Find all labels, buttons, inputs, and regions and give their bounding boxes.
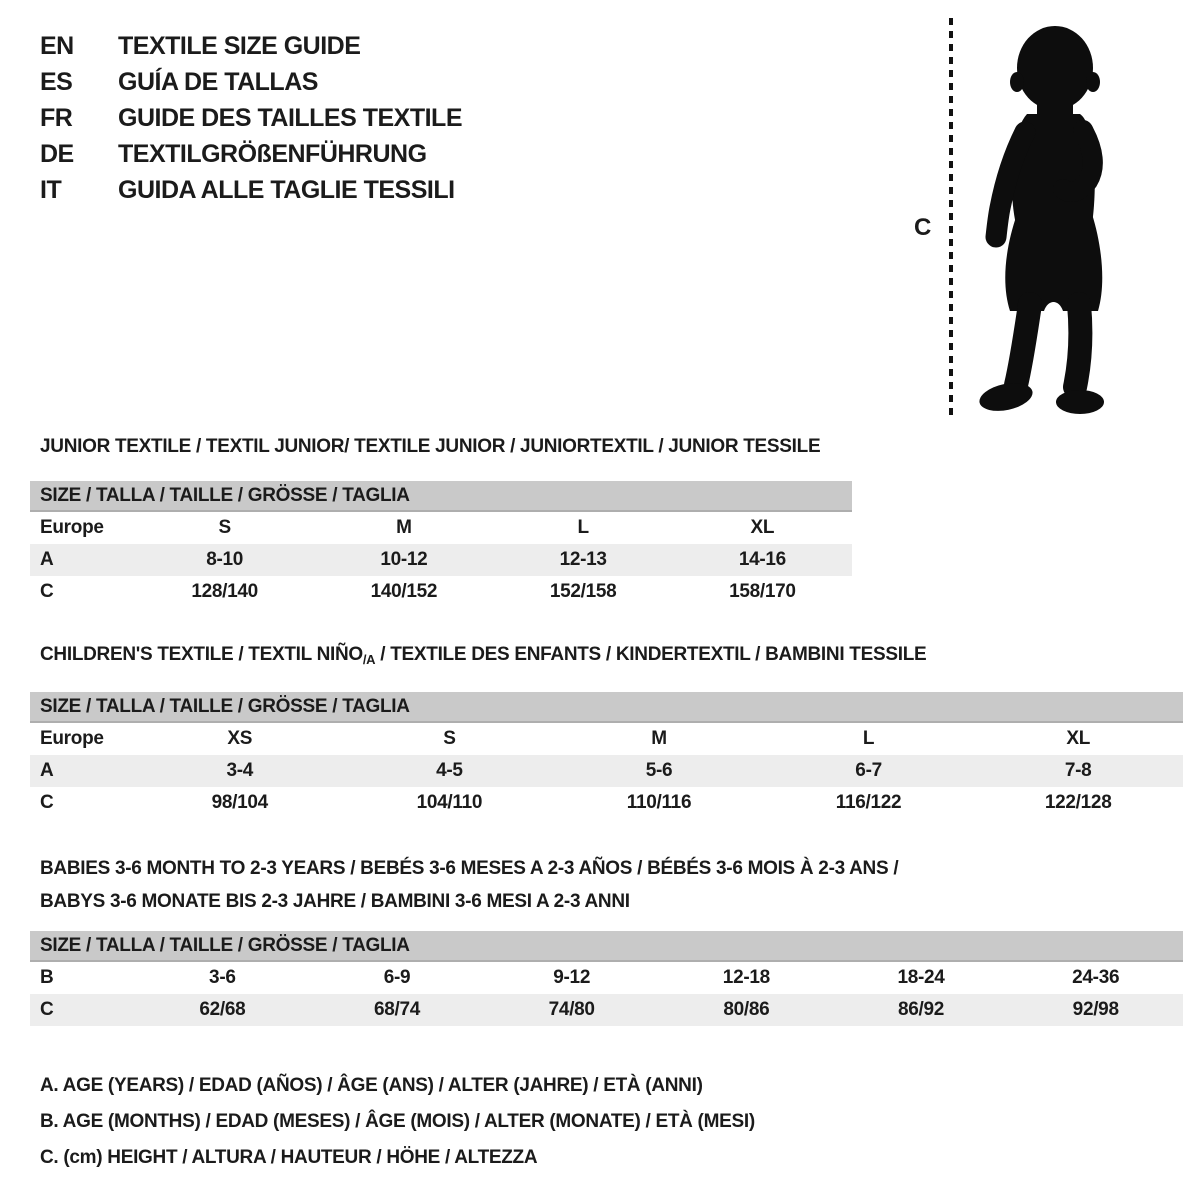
junior-section-title: JUNIOR TEXTILE / TEXTIL JUNIOR/ TEXTILE JUNIOR / JUNIORTEXTIL / JUNIOR TESSILE [40, 436, 821, 457]
table-row-age [30, 755, 1183, 787]
height-cell: 86/92 [898, 999, 945, 1020]
silhouette-head [1017, 26, 1093, 110]
age-cell: 14-16 [738, 549, 786, 570]
guide-title-de: TEXTILGRÖßENFÜHRUNG [118, 139, 427, 168]
age-cell: 5-6 [645, 760, 673, 781]
children-title-sub: /A [362, 652, 376, 667]
size-header-bar: SIZE / TALLA / TAILLE / GRÖSSE / TAGLIA [30, 931, 1183, 962]
months-cell: 6-9 [383, 967, 411, 988]
row-label: C [40, 792, 54, 813]
row-label: Europe [40, 728, 104, 749]
size-cell: XL [1066, 728, 1091, 749]
language-row-it [40, 172, 462, 208]
table-row-height [30, 787, 1183, 819]
size-cell: L [862, 728, 875, 749]
age-cell: 6-7 [855, 760, 882, 781]
height-cell: 140/152 [370, 581, 438, 602]
size-header-bar: SIZE / TALLA / TAILLE / GRÖSSE / TAGLIA [30, 692, 1183, 723]
toddler-silhouette [977, 26, 1104, 415]
months-cell: 18-24 [897, 967, 945, 988]
size-cell: XS [227, 728, 253, 749]
language-code: EN [40, 31, 74, 60]
silhouette-foot-right [1056, 390, 1104, 414]
babies-section-title [40, 852, 898, 918]
language-code: DE [40, 139, 74, 168]
table-row-age [30, 544, 852, 576]
footnote-b: B. AGE (MONTHS) / EDAD (MESES) / ÂGE (MOIS) / ALTER (MONATE) / ETÀ (MESI) [40, 1111, 755, 1132]
table-row-height [30, 576, 852, 608]
table-row-months [30, 962, 1183, 994]
children-size-table [30, 692, 1183, 819]
size-cell: M [396, 517, 412, 538]
height-cell: 98/104 [211, 792, 268, 813]
height-cell: 116/122 [835, 792, 902, 813]
babies-title-line1: BABIES 3-6 MONTH TO 2-3 YEARS / BEBÉS 3-6 MESES A 2-3 AÑOS / BÉBÉS 3-6 MOIS À 2-3 ANS / [40, 858, 899, 879]
size-cell: S [218, 517, 231, 538]
silhouette-leg-left [1016, 304, 1030, 385]
silhouette-leg-right [1075, 304, 1080, 387]
row-label: Europe [40, 517, 104, 538]
size-cell: XL [750, 517, 775, 538]
row-label: A [40, 760, 54, 781]
months-cell: 3-6 [209, 967, 236, 988]
language-row-de [40, 136, 462, 172]
age-cell: 3-4 [226, 760, 254, 781]
age-cell: 4-5 [436, 760, 463, 781]
age-cell: 10-12 [380, 549, 428, 570]
language-code: IT [40, 175, 62, 204]
babies-title-line2: BABYS 3-6 MONATE BIS 2-3 JAHRE / BAMBINI 3-6 MESI A 2-3 ANNI [40, 891, 630, 912]
height-cell: 104/110 [416, 792, 483, 813]
months-cell: 24-36 [1072, 967, 1120, 988]
months-cell: 12-18 [722, 967, 770, 988]
age-cell: 12-13 [559, 549, 607, 570]
age-cell: 8-10 [206, 549, 244, 570]
height-measurement-figure [900, 8, 1200, 428]
footnote-c: C. (cm) HEIGHT / ALTURA / HAUTEUR / HÖHE / ALTEZZA [40, 1147, 538, 1168]
age-cell: 7-8 [1064, 760, 1092, 781]
junior-size-table [30, 481, 852, 608]
children-section-title [40, 643, 926, 672]
silhouette-ear-right [1086, 72, 1100, 92]
row-label: A [40, 549, 54, 570]
size-cell: L [577, 517, 589, 538]
guide-title-en: TEXTILE SIZE GUIDE [118, 31, 361, 60]
footnote-legend [40, 1068, 755, 1176]
size-cell: S [443, 728, 456, 749]
table-row-height [30, 994, 1183, 1026]
row-label: C [40, 999, 54, 1020]
language-code: FR [40, 103, 73, 132]
height-cell: 92/98 [1072, 999, 1119, 1020]
height-cell: 152/158 [549, 581, 617, 602]
guide-title-es: GUÍA DE TALLAS [118, 67, 318, 96]
height-cell: 158/170 [729, 581, 796, 602]
row-label: C [40, 581, 54, 602]
table-row-europe [30, 512, 852, 544]
height-measure-label: C [914, 214, 932, 241]
babies-size-table [30, 931, 1183, 1026]
height-cell: 122/128 [1044, 792, 1112, 813]
size-header-bar: SIZE / TALLA / TAILLE / GRÖSSE / TAGLIA [30, 481, 852, 512]
language-row-fr [40, 100, 462, 136]
height-cell: 80/86 [723, 999, 770, 1020]
months-cell: 9-12 [553, 967, 591, 988]
language-row-es [40, 64, 462, 100]
size-cell: M [651, 728, 667, 749]
height-cell: 110/116 [626, 792, 692, 813]
language-row-en [40, 28, 462, 64]
height-cell: 74/80 [548, 999, 595, 1020]
language-code: ES [40, 67, 73, 96]
height-cell: 128/140 [191, 581, 258, 602]
row-label: B [40, 967, 54, 988]
guide-title-fr: GUIDE DES TAILLES TEXTILE [118, 103, 463, 132]
children-title-part1: CHILDREN'S TEXTILE / TEXTIL NIÑO [40, 644, 363, 665]
children-title-part2: / TEXTILE DES ENFANTS / KINDERTEXTIL / BAMBINI TESSILE [375, 644, 927, 665]
height-cell: 68/74 [373, 999, 421, 1020]
footnote-a: A. AGE (YEARS) / EDAD (AÑOS) / ÂGE (ANS) / ALTER (JAHRE) / ETÀ (ANNI) [40, 1075, 703, 1096]
language-title-list [40, 28, 462, 208]
guide-title-it: GUIDA ALLE TAGLIE TESSILI [118, 175, 455, 204]
figure-graphic [900, 8, 1200, 428]
height-cell: 62/68 [199, 999, 246, 1020]
table-row-europe [30, 723, 1183, 755]
silhouette-ear-left [1010, 72, 1024, 92]
